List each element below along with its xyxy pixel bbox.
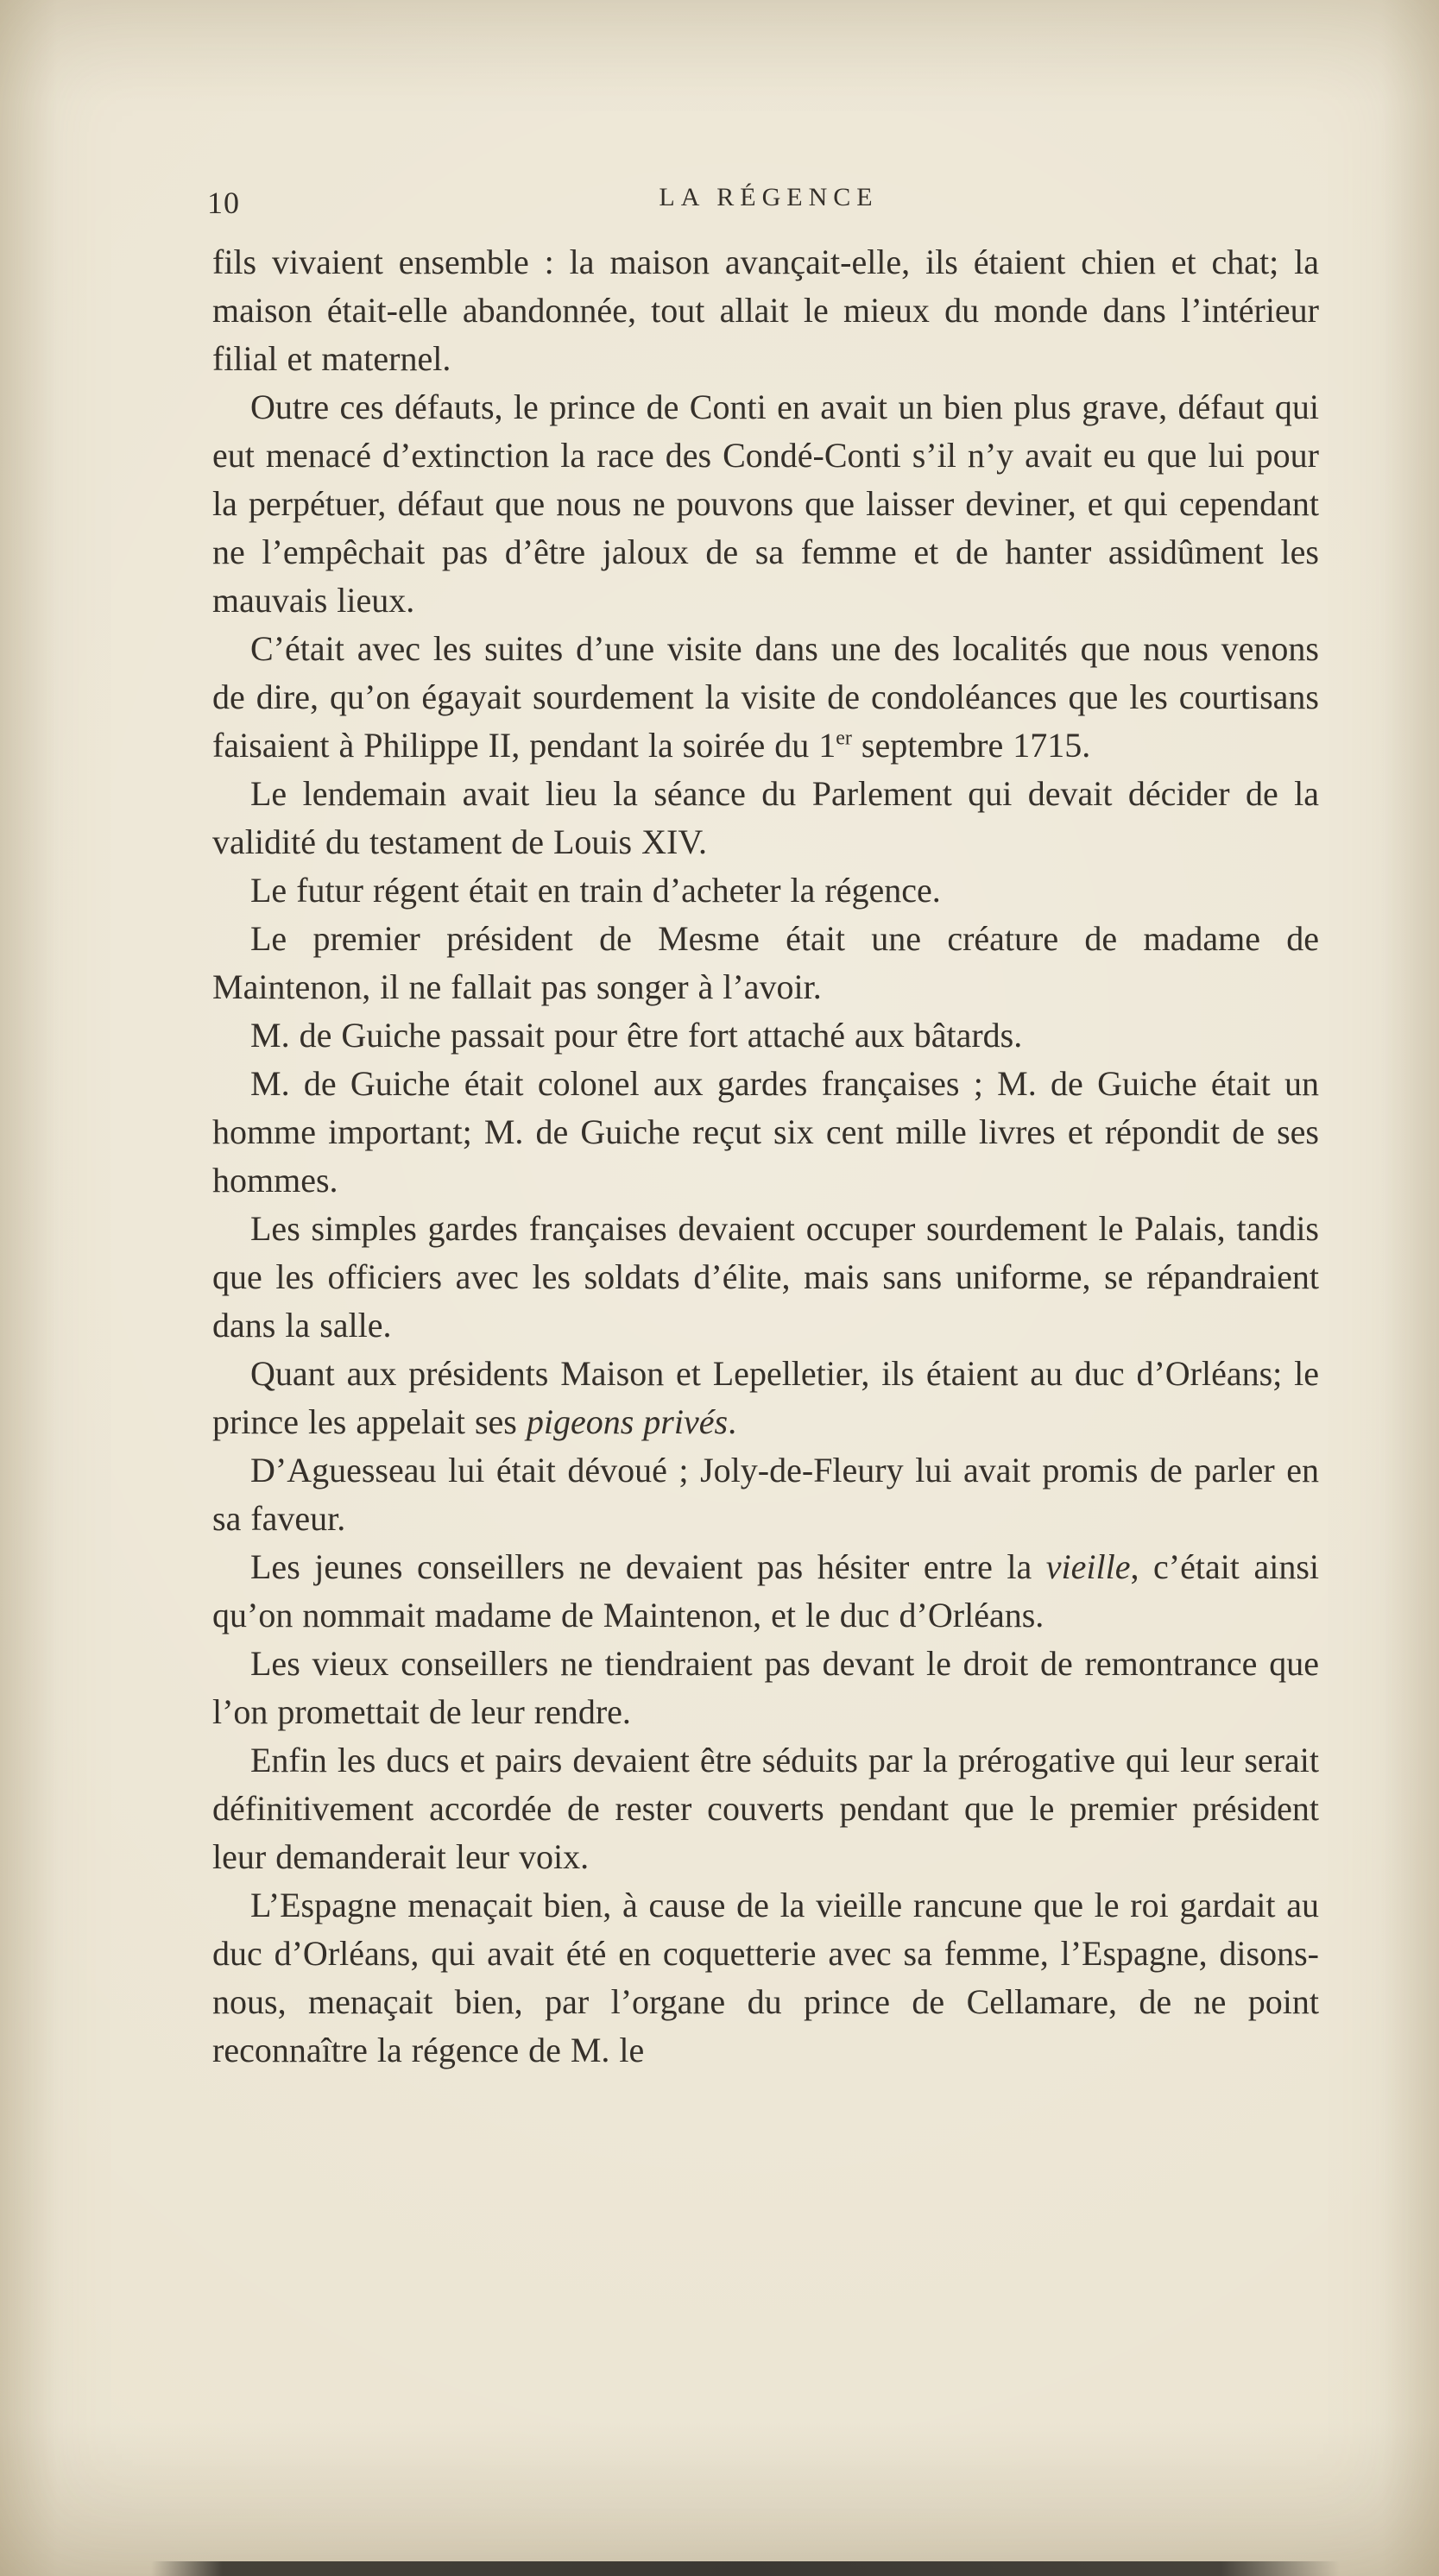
- paragraph: [212, 1446, 1319, 1543]
- text-segment: Quant aux présidents Maison et Lepelletier, ils étaient au duc d’Orléans; le prince les appelait ses: [212, 1354, 1319, 1441]
- paragraph: [212, 915, 1319, 1011]
- text-segment: D’Aguesseau lui était dévoué ; Joly-de-Fleury lui avait promis de parler en sa faveur.: [212, 1451, 1319, 1538]
- text-segment: Outre ces défauts, le prince de Conti en avait un bien plus grave, défaut qui eut menacé d’extinction la race des Condé-Conti s’il n’y avait eu que lui pour la perpétuer, défaut que nous ne pouvons que laisser deviner, et qui cependant ne l’empêchait pas d’être jaloux de sa femme et de hanter assidûment les mauvais lieux.: [212, 387, 1319, 620]
- paragraph: [212, 383, 1319, 625]
- running-title: LA RÉGENCE: [659, 183, 879, 211]
- paragraph: [212, 625, 1319, 770]
- page-header: [207, 183, 1319, 224]
- italic-text: vieille: [1045, 1547, 1131, 1586]
- paragraph: [212, 1881, 1319, 2075]
- text-segment: Enfin les ducs et pairs devaient être séduits par la prérogative qui leur serait définitivement accordée de rester couverts pendant que le premier président leur demanderait leur voix.: [212, 1741, 1319, 1876]
- paragraph: [212, 1205, 1319, 1350]
- paragraph: [212, 1543, 1319, 1640]
- paragraph: [212, 1640, 1319, 1736]
- text-segment: Le premier président de Mesme était une créature de madame de Maintenon, il ne fallait pas songer à l’avoir.: [212, 919, 1319, 1006]
- paragraph: [212, 770, 1319, 866]
- text-segment: Les vieux conseillers ne tiendraient pas devant le droit de remontrance que l’on promettait de leur rendre.: [212, 1644, 1319, 1731]
- text-segment: fils vivaient ensemble : la maison avançait-elle, ils étaient chien et chat; la maison était-elle abandonnée, tout allait le mieux du monde dans l’intérieur filial et maternel.: [212, 242, 1319, 378]
- page-number: 10: [207, 186, 240, 220]
- paragraph: [212, 238, 1319, 383]
- text-segment: C’était avec les suites d’une visite dans une des localités que nous venons de dire, qu’on égayait sourdement la visite de condoléances que les courtisans faisaient à Philippe II, pendant la soirée du 1: [212, 629, 1319, 765]
- text-segment: septembre 1715.: [851, 726, 1091, 765]
- scan-edge-artifact: [151, 2561, 1340, 2576]
- paragraph: [212, 1060, 1319, 1205]
- paragraph: [212, 1350, 1319, 1446]
- text-segment: M. de Guiche passait pour être fort attaché aux bâtards.: [250, 1016, 1023, 1055]
- text-segment: M. de Guiche était colonel aux gardes françaises ; M. de Guiche était un homme important; M. de Guiche reçut six cent mille livres et répondit de ses hommes.: [212, 1064, 1319, 1200]
- paragraph: [212, 1736, 1319, 1881]
- italic-text: pigeons privés: [526, 1402, 729, 1441]
- text-segment: , c’était ainsi qu’on nommait madame de Maintenon, et le duc d’Orléans.: [212, 1547, 1319, 1634]
- text-segment: Le lendemain avait lieu la séance du Parlement qui devait décider de la validité du testament de Louis XIV.: [212, 774, 1319, 861]
- text-column: [207, 183, 1319, 2075]
- text-segment: .: [728, 1402, 737, 1441]
- text-segment: Les jeunes conseillers ne devaient pas hésiter entre la: [250, 1547, 1046, 1586]
- paragraph: [212, 1011, 1319, 1060]
- superscript-text: er: [836, 727, 852, 750]
- paragraph: [212, 866, 1319, 915]
- text-segment: Le futur régent était en train d’acheter la régence.: [250, 871, 941, 910]
- text-segment: Les simples gardes françaises devaient occuper sourdement le Palais, tandis que les officiers avec les soldats d’élite, mais sans uniforme, se répandraient dans la salle.: [212, 1209, 1319, 1345]
- page-body: [212, 238, 1319, 2075]
- text-segment: L’Espagne menaçait bien, à cause de la vieille rancune que le roi gardait au duc d’Orléans, qui avait été en coquetterie avec sa femme, l’Espagne, disons-nous, menaçait bien, par l’organe du prince de Cellamare, de ne point reconnaître la régence de M. le: [212, 1886, 1319, 2069]
